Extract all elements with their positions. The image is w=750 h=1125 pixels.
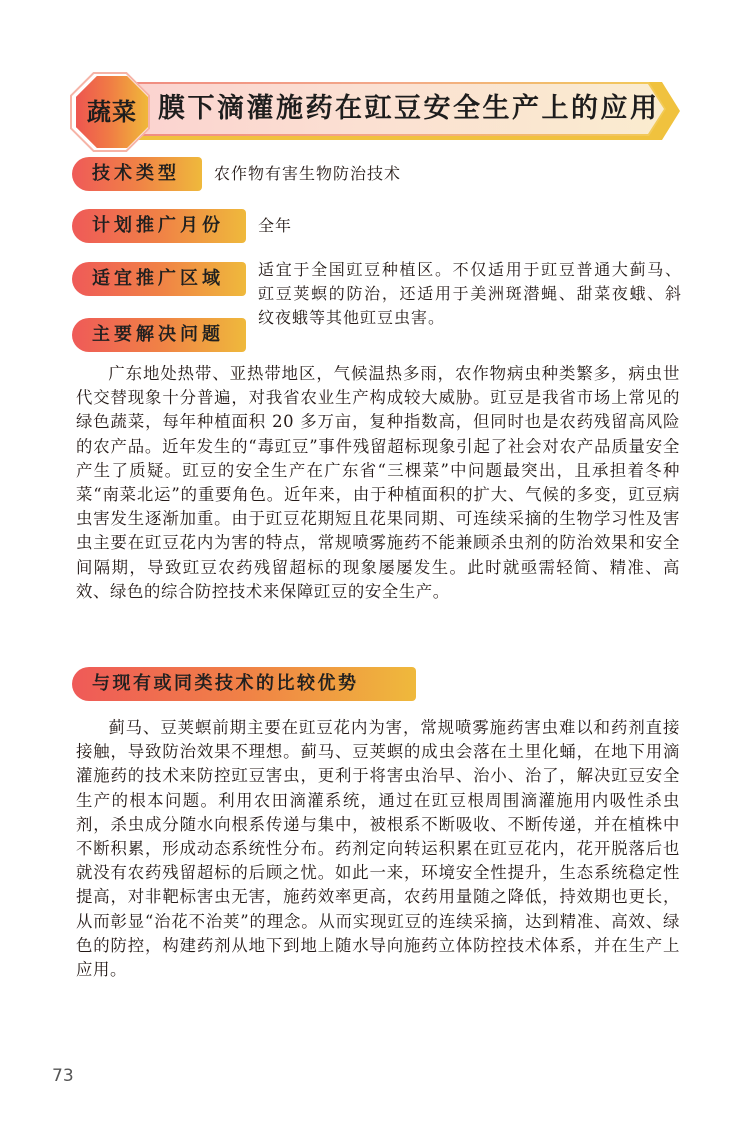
page-number: 73 (52, 1066, 74, 1086)
section-label-advantage: 与现有或同类技术的比较优势 (72, 667, 416, 701)
category-badge-label: 蔬菜 (87, 98, 137, 126)
field-label-tech-type: 技术类型 (72, 157, 202, 191)
advantage-paragraph (76, 716, 680, 982)
main-problem-paragraph (76, 362, 680, 604)
field-value-promotion-region: 适宜于全国豇豆种植区。不仅适用于豇豆普通大蓟马、豇豆荚螟的防治，还适用于美洲斑潜蝇、甜菜夜蛾、斜纹夜蛾等其他豇豆虫害。 (258, 260, 682, 327)
main-problem-text: 广东地处热带、亚热带地区，气候温热多雨，农作物病虫种类繁多，病虫世代交替现象十分普遍，对我省农业生产构成较大威胁。豇豆是我省市场上常见的绿色蔬菜，每年种植面积 20 多万亩，复种指数高，但同时也是农药残留高风险的农产品。近年发生的“毒豇豆”事件残留超标现象引起了社会对农产品质量安全产生了质疑。豇豆的安全生产在广东省“三棵菜”中问题最突出，且承担着冬种菜“南菜北运”的重要角色。近年来，由于种植面积的扩大、气候的多变，豇豆病虫害发生逐渐加重。由于豇豆花期短且花果同期、可连续采摘的生物学习性及害虫主要在豇豆花内为害的特点，常规喷雾施药不能兼顾杀虫剂的防治效果和安全间隔期，导致豇豆农药残留超标的现象屡屡发生。此时就亟需轻简、精准、高效、绿色的综合防控技术来保障豇豆的安全生产。 (76, 364, 680, 601)
field-value-tech-type: 农作物有害生物防治技术 (214, 164, 402, 183)
field-label-promotion-month: 计划推广月份 (72, 209, 246, 243)
field-label-main-problem: 主要解决问题 (72, 318, 246, 352)
field-value-promotion-month: 全年 (258, 216, 293, 235)
page-header (70, 70, 682, 154)
field-label-promotion-region: 适宜推广区域 (72, 262, 246, 296)
advantage-text: 蓟马、豆荚螟前期主要在豇豆花内为害，常规喷雾施药害虫难以和药剂直接接触，导致防治效果不理想。蓟马、豆荚螟的成虫会落在土里化蛹，在地下用滴灌施药的技术来防控豇豆害虫，更利于将害虫治早、治小、治了，解决豇豆安全生产的根本问题。利用农田滴灌系统，通过在豇豆根周围滴灌施用内吸性杀虫剂，杀虫成分随水向根系传递与集中，被根系不断吸收、不断传递，并在植株中不断积累，形成动态系统性分布。药剂定向转运积累在豇豆花内，花开脱落后也就没有农药残留超标的后顾之忧。如此一来，环境安全性提升，生态系统稳定性提高，对非靶标害虫无害，施药效率更高，农药用量随之降低，持效期也更长，从而彰显“治花不治荚”的理念。从而实现豇豆的连续采摘，达到精准、高效、绿色的防控，构建药剂从地下到地上随水导向施药立体防控技术体系，并在生产上应用。 (76, 718, 680, 980)
page-title: 膜下滴灌施药在豇豆安全生产上的应用 (158, 93, 660, 124)
